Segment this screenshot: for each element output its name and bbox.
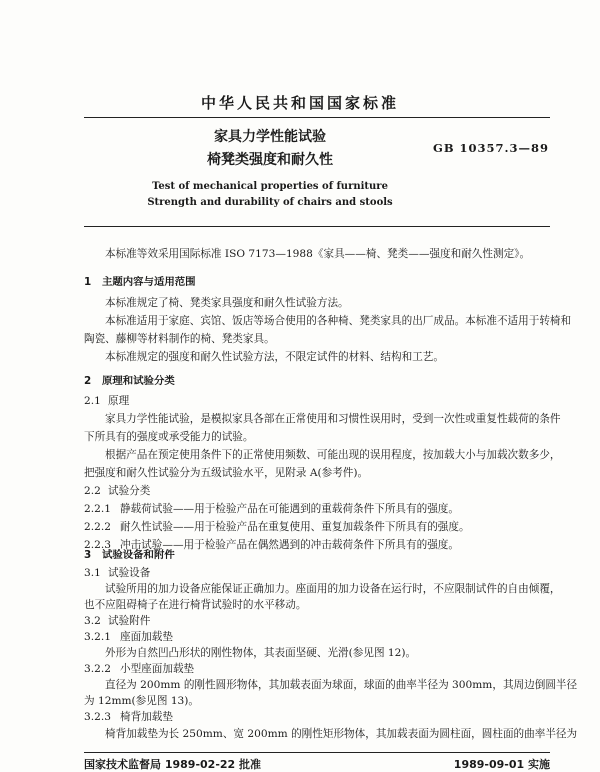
subsection-title: 试验附件 bbox=[108, 615, 151, 627]
clause-3-2-1-heading bbox=[84, 630, 550, 644]
section-3-heading bbox=[84, 548, 550, 562]
standard-header: 中华人民共和国国家标准 bbox=[200, 94, 399, 112]
clause-number: 3.2.3 bbox=[84, 711, 111, 723]
title-line-2: 椅凳类强度和耐久性 bbox=[207, 152, 333, 168]
header-rule-bottom bbox=[84, 226, 550, 227]
clause-number: 3.2.2 bbox=[84, 663, 111, 675]
clause-text: 静载荷试验——用于检验产品在可能遇到的重载荷条件下所具有的强度。 bbox=[120, 503, 459, 515]
clause-2-2-1 bbox=[84, 502, 550, 516]
effective-date: 1989-09-01 实施 bbox=[453, 758, 550, 771]
english-title-line-2: Strength and durability of chairs and stools bbox=[147, 197, 393, 208]
paragraph-line: 下所具有的强度或承受能力的试验。 bbox=[84, 431, 254, 443]
clause-2-2-2 bbox=[84, 520, 550, 534]
clause-text: 冲击试验——用于检验产品在偶然遇到的冲击载荷条件下所具有的强度。 bbox=[120, 539, 459, 551]
paragraph: 本标准规定了椅、凳类家具强度和耐久性试验方法。 bbox=[105, 297, 349, 309]
subsection-2-2-heading bbox=[84, 484, 550, 498]
clause-number: 3.2.1 bbox=[84, 631, 111, 643]
section-title: 主题内容与适用范围 bbox=[102, 276, 196, 288]
title-line-1: 家具力学性能试验 bbox=[214, 129, 326, 145]
subsection-2-1-heading bbox=[84, 394, 550, 408]
approval-note bbox=[84, 756, 550, 772]
section-title: 原理和试验分类 bbox=[102, 375, 175, 387]
section-number: 2 bbox=[84, 375, 92, 387]
paragraph-line: 把强度和耐久性试验分为五级试验水平，见附录 A(参考件)。 bbox=[84, 467, 369, 479]
clause-3-2-3-heading bbox=[84, 710, 550, 724]
paragraph-line: 根据产品在预定使用条件下的正常使用频数、可能出现的误用程度，按加载大小与加载次数多少， bbox=[105, 449, 561, 461]
clause-number: 2.2.2 bbox=[84, 521, 111, 533]
clause-title: 小型座面加载垫 bbox=[120, 663, 195, 675]
paragraph-line: 陶瓷、藤柳等材料制作的椅、凳类家具。 bbox=[84, 333, 275, 345]
subsection-number: 3.2 bbox=[84, 615, 101, 627]
standard-number: GB 10357.3—89 bbox=[433, 141, 550, 155]
paragraph-line: 为 12mm(参见图 13)。 bbox=[84, 695, 200, 707]
approval-date: 国家技术监督局 1989-02-22 批准 bbox=[84, 758, 262, 771]
subsection-3-2-heading bbox=[84, 614, 550, 628]
paragraph-line: 也不应阻碍椅子在进行椅背试验时的水平移动。 bbox=[84, 599, 307, 611]
subsection-3-1-heading bbox=[84, 566, 550, 580]
section-number: 1 bbox=[84, 276, 92, 288]
paragraph-line: 本标准适用于家庭、宾馆、饭店等场合使用的各种椅、凳类家具的出厂成品。本标准不适用于转椅和 bbox=[105, 315, 572, 327]
clause-title: 椅背加载垫 bbox=[120, 711, 173, 723]
paragraph-line: 家具力学性能试验，是模拟家具各部在正常使用和习惯性误用时，受到一次性或重复性载荷的条件 bbox=[105, 413, 561, 425]
footer-rule bbox=[84, 752, 550, 753]
clause-text: 耐久性试验——用于检验产品在重复使用、重复加载条件下所具有的强度。 bbox=[120, 521, 470, 533]
subsection-number: 2.1 bbox=[84, 395, 101, 407]
clause-title: 座面加载垫 bbox=[120, 631, 173, 643]
subsection-number: 3.1 bbox=[84, 567, 101, 579]
subsection-number: 2.2 bbox=[84, 485, 101, 497]
paragraph-line: 直径为 200mm 的刚性圆形物体，其加载表面为球面，球面的曲率半径为 300mm，其周边倒圆半径 bbox=[105, 679, 578, 691]
intro-paragraph: 本标准等效采用国际标准 ISO 7173—1988《家具——椅、凳类——强度和耐久性测定》。 bbox=[105, 248, 531, 260]
paragraph: 外形为自然凹凸形状的刚性物体，其表面坚硬、光滑(参见图 12)。 bbox=[105, 647, 417, 659]
clause-number: 2.2.1 bbox=[84, 503, 111, 515]
section-number: 3 bbox=[84, 549, 92, 561]
paragraph-line: 试验所用的加力设备应能保证正确加力。座面用的加力设备在运行时，不应限制试件的自由倾覆， bbox=[105, 583, 561, 595]
clause-number: 2.2.3 bbox=[84, 539, 111, 551]
english-title-line-1: Test of mechanical properties of furniture bbox=[152, 181, 388, 192]
paragraph-line: 椅背加载垫为长 250mm、宽 200mm 的刚性矩形物体，其加载表面为圆柱面，圆柱面的曲率半径为 bbox=[105, 728, 578, 740]
subsection-title: 原理 bbox=[108, 395, 130, 407]
section-1-heading bbox=[84, 275, 550, 289]
section-title: 试验设备和附件 bbox=[102, 549, 175, 561]
subsection-title: 试验分类 bbox=[108, 485, 151, 497]
subsection-title: 试验设备 bbox=[108, 567, 151, 579]
section-2-heading bbox=[84, 374, 550, 388]
header-rule-top bbox=[84, 117, 550, 118]
clause-3-2-2-heading bbox=[84, 662, 550, 676]
paragraph: 本标准规定的强度和耐久性试验方法，不限定试件的材料、结构和工艺。 bbox=[105, 351, 444, 363]
